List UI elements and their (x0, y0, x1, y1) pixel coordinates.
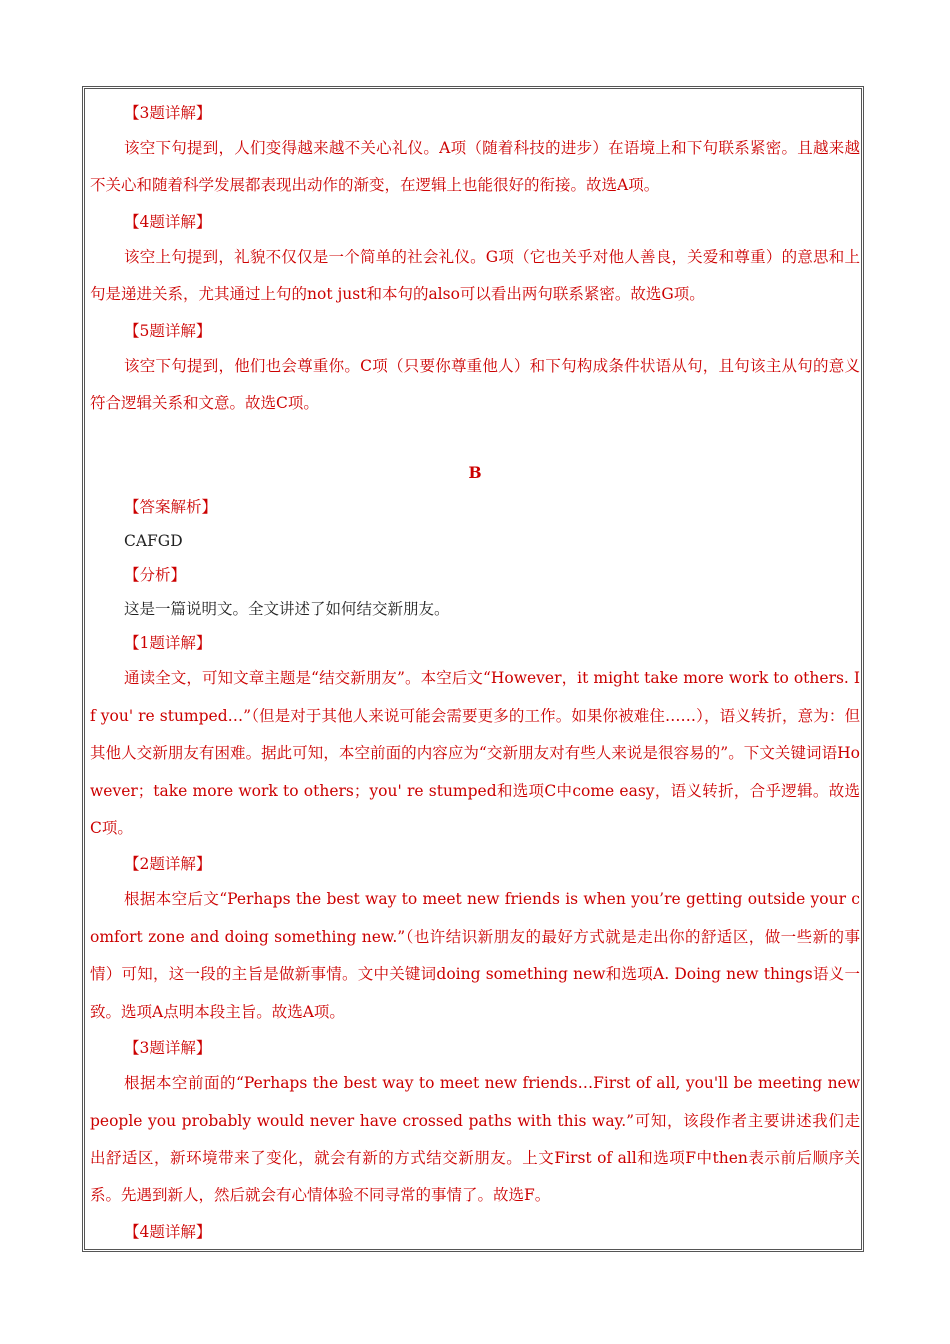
b-analysis-heading: 【分析】 (124, 566, 187, 585)
a-q4-heading: 【4题详解】 (124, 212, 212, 231)
b-q3-explanation: 根据本空前面的“Perhaps the best way to meet new friends…First of all, you'll be meeting new people you probably would never have crossed paths with this way.”可知，该段作者主要讲述我们走出舒适区，新环境带来了变化，就会有新的方式结交新朋友。上文First of all和选项F中then表示前后顺序关系。先遇到新人，然后就会有心情体验不同寻常的事情了。故选F。 (90, 1074, 860, 1205)
a-q5-explanation: 该空下句提到，他们也会尊重你。C项（只要你尊重他人）和下句构成条件状语从句，且句该主从句的意义符合逻辑关系和文意。故选C项。 (90, 356, 860, 413)
section-b-title: B (468, 463, 482, 483)
b-q3-heading: 【3题详解】 (124, 1039, 212, 1058)
b-q2-explanation: 根据本空后文“Perhaps the best way to meet new friends is when you’re getting outside your comfort zone and doing something new.”（也许结识新朋友的最好方式就是走出你的舒适区，做一些新的事情）可知，这一段的主旨是做新事情。文中关键词doing something new和选项A. Doing new things语义一致。选项A点明本段主旨。故选A项。 (90, 890, 860, 1021)
b-answer-key: CAFGD (124, 532, 183, 551)
a-q3-explanation: 该空下句提到，人们变得越来越不关心礼仪。A项（随着科技的进步）在语境上和下句联系紧密。且越来越不关心和随着科学发展都表现出动作的渐变，在逻辑上也能很好的衔接。故选A项。 (90, 139, 860, 195)
b-answer-heading: 【答案解析】 (124, 498, 218, 517)
a-q5-heading: 【5题详解】 (124, 321, 212, 340)
b-analysis-text: 这是一篇说明文。全文讲述了如何结交新朋友。 (124, 600, 450, 619)
b-q1-explanation: 通读全文，可知文章主题是“结交新朋友”。本空后文“However，it might take more work to others. If you' re stumped…”（但是对于其他人来说可能会需要更多的工作。如果你被难住……），语义转折，意为：但其他人交新朋友有困难。据此可知，本空前面的内容应为“交新朋友对有些人来说是很容易的”。下文关键词语However；take more work to others；you' re stumped和选项C中come easy，语义转折，合乎逻辑。故选C项。 (90, 669, 860, 838)
b-q1-heading: 【1题详解】 (124, 634, 212, 653)
a-q3-heading: 【3题详解】 (124, 104, 212, 122)
document-content (90, 96, 860, 1249)
a-q4-explanation: 该空上句提到，礼貌不仅仅是一个简单的社会礼仪。G项（它也关乎对他人善良，关爱和尊重）的意思和上句是递进关系，尤其通过上句的not just和本句的also可以看出两句联系紧密。故选G项。 (90, 247, 860, 304)
b-q4-heading: 【4题详解】 (124, 1222, 212, 1241)
b-q2-heading: 【2题详解】 (124, 855, 212, 874)
